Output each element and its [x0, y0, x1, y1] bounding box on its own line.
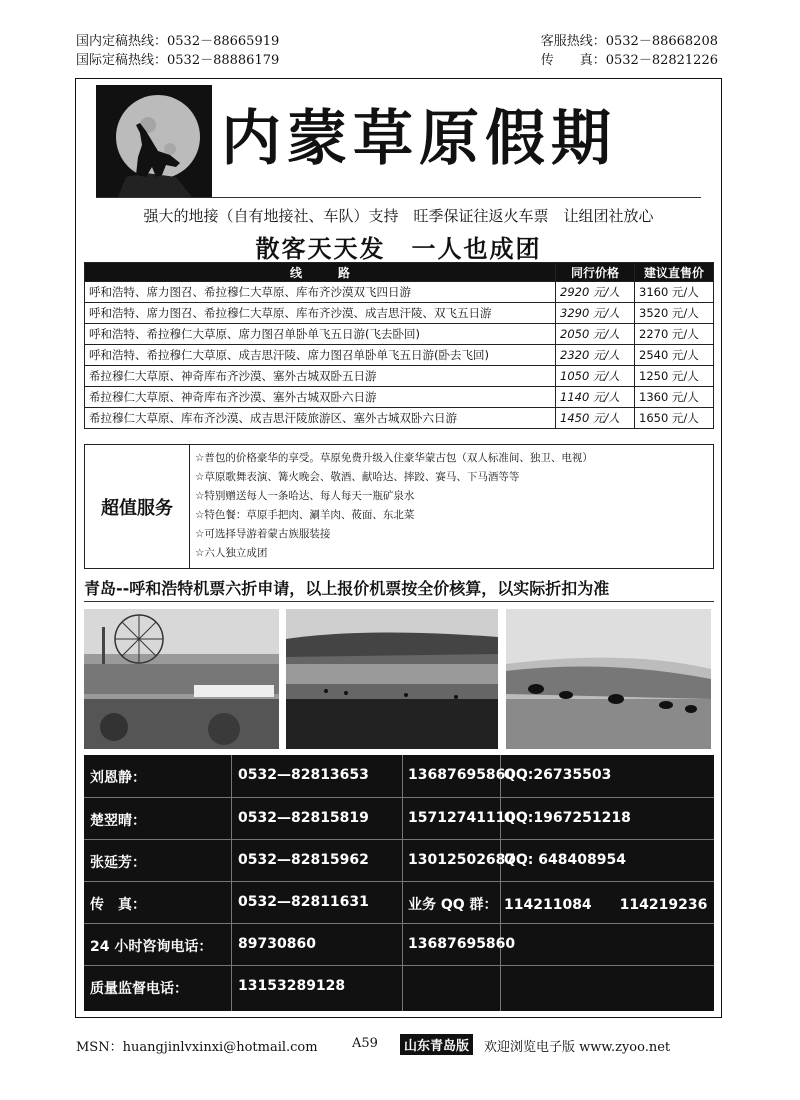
- contact-qq: 114211084 114219236: [504, 897, 708, 913]
- table-row: [85, 387, 714, 408]
- retail-price: 1360 元/人: [635, 387, 714, 408]
- msn-address: MSN：huangjinlvxinxi@hotmail.com: [76, 1040, 318, 1055]
- contact-row: [84, 965, 714, 1008]
- ad-frame: [75, 78, 722, 1018]
- slogan-daily: 散客天天发 一人也成团: [255, 235, 542, 263]
- contact-row: [84, 881, 714, 924]
- grassland-photo: [286, 609, 498, 749]
- services-list: [195, 449, 593, 563]
- service-item: ☆草原歌舞表演、篝火晚会、敬酒、献哈达、摔跤、赛马、下马酒等等: [195, 471, 520, 483]
- contact-mobile: 业务 QQ 群：: [408, 897, 498, 913]
- slogan-support: 强大的地接（自有地接社、车队）支持 旺季保证往返火车票 让组团社放心: [143, 207, 654, 225]
- contact-name: 质量监督电话：: [90, 981, 188, 997]
- contact-mobile: 13687695860: [408, 936, 516, 952]
- service-item: ☆普包的价格豪华的享受。草原免费升级入住豪华蒙古包（双人标准间、独卫、电视）: [195, 452, 593, 464]
- table-row: [85, 345, 714, 366]
- yak-herd-photo: [506, 609, 711, 749]
- table-row: [85, 282, 714, 303]
- contact-phone: 89730860: [238, 936, 316, 952]
- header-right: [541, 32, 718, 70]
- ad-title: 内蒙草原假期: [221, 104, 617, 174]
- table-header-row: [85, 263, 714, 282]
- peer-price: 1450 元/人: [556, 408, 635, 429]
- website-link[interactable]: 欢迎浏览电子版 www.zyoo.net: [484, 1040, 671, 1055]
- table-row: [85, 408, 714, 429]
- route-name: 希拉穆仁大草原、神奇库布齐沙漠、塞外古城双卧五日游: [85, 366, 556, 387]
- peer-price: 1140 元/人: [556, 387, 635, 408]
- contact-qq: QQ:1967251218: [504, 810, 631, 826]
- service-item: ☆可选择导游着蒙古族服装接: [195, 528, 331, 540]
- fax-number: 传 真：0532－82821226: [540, 53, 718, 68]
- contact-mobile: 13687695860: [408, 767, 516, 783]
- retail-price: 1250 元/人: [635, 366, 714, 387]
- service-item: ☆六人独立成团: [195, 547, 268, 559]
- services-box: [84, 444, 714, 569]
- contact-phone: 13153289128: [238, 978, 346, 994]
- table-row: [85, 303, 714, 324]
- route-name: 呼和浩特、席力图召、希拉穆仁大草原、库布齐沙漠双飞四日游: [85, 282, 556, 303]
- retail-price: 3520 元/人: [635, 303, 714, 324]
- contact-phone: 0532—82813653: [238, 767, 369, 783]
- contact-row: [84, 839, 714, 882]
- contacts-box: [84, 755, 714, 1011]
- peer-price-header: 同行价格: [556, 263, 635, 282]
- route-name: 呼和浩特、希拉穆仁大草原、席力图召单卧单飞五日游(飞去卧回): [85, 324, 556, 345]
- retail-price: 3160 元/人: [635, 282, 714, 303]
- edition-badge: 山东青岛版: [400, 1034, 473, 1055]
- contact-row: [84, 923, 714, 966]
- table-row: [85, 324, 714, 345]
- contact-name: 刘恩静：: [90, 770, 146, 786]
- route-name: 呼和浩特、希拉穆仁大草原、成吉思汗陵、席力图召单卧单飞五日游(卧去飞回): [85, 345, 556, 366]
- route-name: 希拉穆仁大草原、神奇库布齐沙漠、塞外古城双卧六日游: [85, 387, 556, 408]
- peer-price: 2920 元/人: [556, 282, 635, 303]
- wolf-moon-logo: [96, 85, 212, 197]
- city-ferris-wheel-photo: [84, 609, 279, 749]
- peer-price: 3290 元/人: [556, 303, 635, 324]
- footer: [76, 1036, 716, 1055]
- peer-price: 1050 元/人: [556, 366, 635, 387]
- service-item: ☆特别赠送每人一条哈达、每人每天一瓶矿泉水: [195, 490, 415, 502]
- header-left: [76, 32, 279, 70]
- service-hotline: 客服热线：0532－88668208: [540, 34, 718, 49]
- contact-qq: QQ: 648408954: [504, 852, 626, 868]
- flight-divider: [84, 601, 714, 602]
- domestic-hotline: 国内定稿热线：0532－88665919: [76, 34, 280, 49]
- service-item: ☆特色餐：草原手把肉、涮羊肉、莜面、东北菜: [195, 509, 415, 521]
- contact-name: 24 小时咨询电话：: [90, 939, 213, 955]
- peer-price: 2320 元/人: [556, 345, 635, 366]
- contact-name: 楚翌晴：: [90, 813, 146, 829]
- retail-price: 2270 元/人: [635, 324, 714, 345]
- route-name: 希拉穆仁大草原、库布齐沙漠、成吉思汗陵旅游区、塞外古城双卧六日游: [85, 408, 556, 429]
- contact-name: 传 真：: [90, 897, 146, 913]
- routes-table: [84, 262, 714, 429]
- flight-note: 青岛--呼和浩特机票六折申请，以上报价机票按全价核算，以实际折扣为准: [84, 579, 610, 598]
- services-title: 超值服务: [85, 445, 190, 568]
- retail-price: 1650 元/人: [635, 408, 714, 429]
- retail-price: 2540 元/人: [635, 345, 714, 366]
- route-header: 线 路: [85, 263, 556, 282]
- contact-mobile: 13012502687: [408, 852, 516, 868]
- intl-hotline: 国际定稿热线：0532－88886179: [76, 53, 280, 68]
- contact-phone: 0532—82815962: [238, 852, 369, 868]
- contact-row: [84, 755, 714, 797]
- contact-row: [84, 797, 714, 840]
- contact-phone: 0532—82815819: [238, 810, 369, 826]
- table-row: [85, 366, 714, 387]
- page-number: A59: [352, 1036, 378, 1051]
- contact-qq: QQ:26735503: [504, 767, 612, 783]
- title-divider: [96, 197, 701, 198]
- retail-price-header: 建议直售价: [635, 263, 714, 282]
- contact-mobile: 15712741110: [408, 810, 516, 826]
- contact-phone: 0532—82811631: [238, 894, 369, 910]
- contact-name: 张延芳：: [90, 855, 146, 871]
- route-name: 呼和浩特、席力图召、希拉穆仁大草原、库布齐沙漠、成吉思汗陵、双飞五日游: [85, 303, 556, 324]
- peer-price: 2050 元/人: [556, 324, 635, 345]
